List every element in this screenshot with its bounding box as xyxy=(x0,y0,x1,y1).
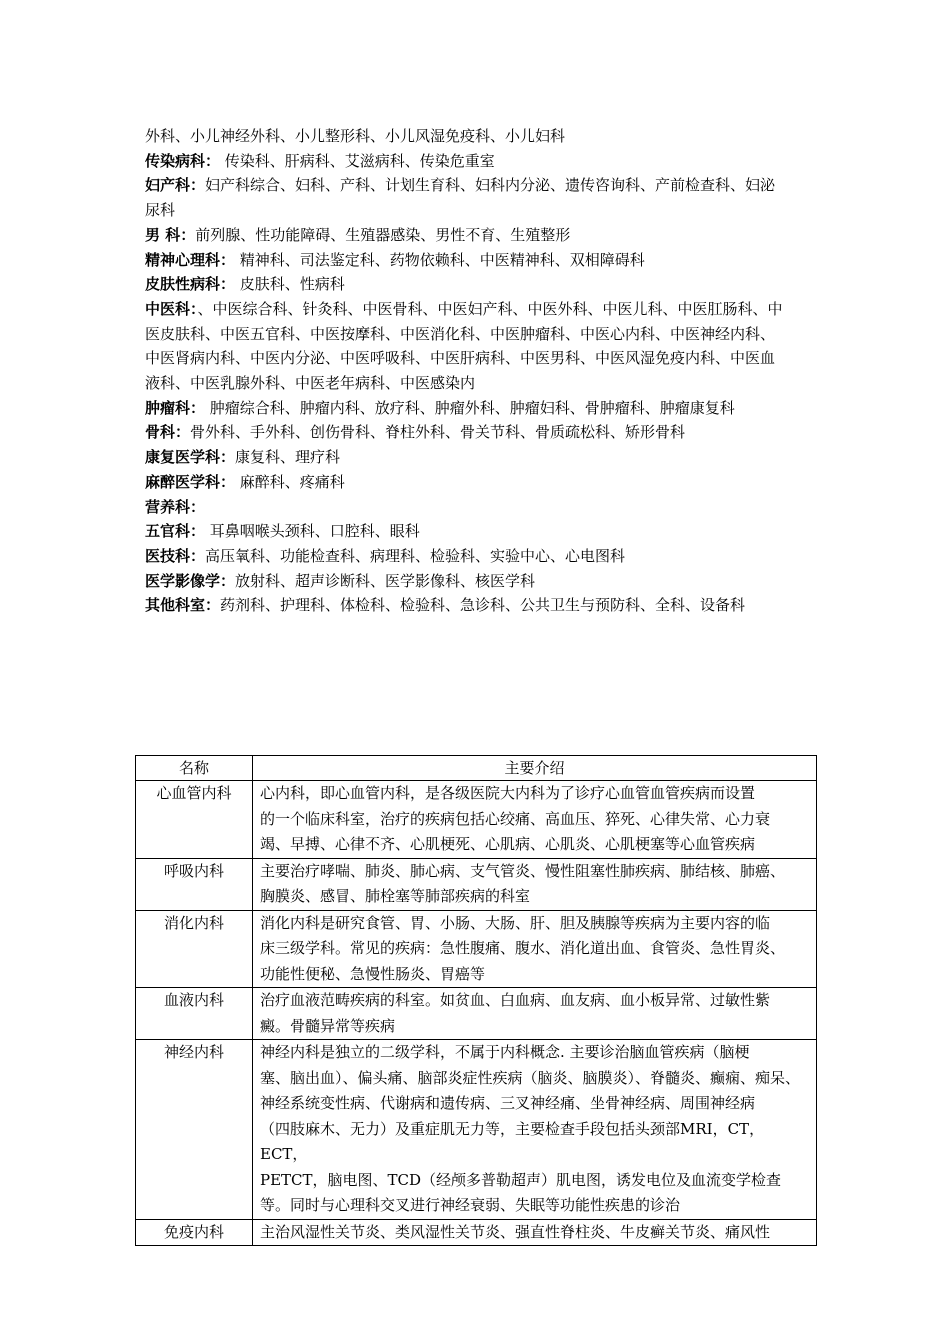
row-name: 血液内科 xyxy=(136,988,253,1040)
row-desc: 心内科，即心血管内科，是各级医院大内科为了诊疗心血管血管疾病而设置 的一个临床科室，治疗的疾病包括心绞痛、高血压、猝死、心律失常、心力衰 竭、早搏、心律不齐、心肌梗死、心肌病、心肌炎、心肌梗塞等心血管疾病 xyxy=(253,781,817,859)
dept-line: 外科、小儿神经外科、小儿整形科、小儿风湿免疫科、小儿妇科 xyxy=(145,127,566,145)
table-row xyxy=(136,858,817,910)
dept-line: 医学影像学：放射科、超声诊断科、医学影像科、核医学科 xyxy=(145,571,536,590)
dept-line: 营养科： xyxy=(145,497,206,516)
dept-line: 医技科：高压氧科、功能检查科、病理科、检验科、实验中心、心电图科 xyxy=(145,546,626,565)
row-name: 呼吸内科 xyxy=(136,858,253,910)
dept-line: 肿瘤科： 肿瘤综合科、肿瘤内科、放疗科、肿瘤外科、肿瘤妇科、骨肿瘤科、肿瘤康复科 xyxy=(145,398,735,417)
table-row xyxy=(136,781,817,859)
dept-line: 精神心理科： 精神科、司法鉴定科、药物依赖科、中医精神科、双相障碍科 xyxy=(145,250,645,269)
row-desc: 治疗血液范畴疾病的科室。如贫血、白血病、血友病、血小板异常、过敏性紫 癜。骨髓异常等疾病 xyxy=(253,988,817,1040)
row-name: 神经内科 xyxy=(136,1040,253,1220)
dept-line: 皮肤性病科： 皮肤科、性病科 xyxy=(145,275,345,294)
row-name: 消化内科 xyxy=(136,910,253,988)
dept-line: 骨科：骨外科、手外科、创伤骨科、脊柱外科、骨关节科、骨质疏松科、矫形骨科 xyxy=(145,423,686,442)
header-intro: 主要介绍 xyxy=(253,756,817,781)
row-desc: 主治风湿性关节炎、类风湿性关节炎、强直性脊柱炎、牛皮癣关节炎、痛风性 xyxy=(253,1219,817,1246)
table-row xyxy=(136,988,817,1040)
dept-line: 妇产科：妇产科综合、妇科、产科、计划生育科、妇科内分泌、遗传咨询科、产前检查科、妇泌 xyxy=(145,176,776,195)
dept-line: 尿科 xyxy=(145,201,176,220)
department-list xyxy=(145,124,825,618)
dept-line: 液科、中医乳腺外科、中医老年病科、中医感染内 xyxy=(145,374,476,393)
table-row xyxy=(136,1040,817,1220)
dept-line: 康复医学科：康复科、理疗科 xyxy=(145,448,341,467)
dept-line: 中医肾病内科、中医内分泌、中医呼吸科、中医肝病科、中医男科、中医风湿免疫内科、中医血 xyxy=(145,349,776,368)
row-name: 心血管内科 xyxy=(136,781,253,859)
dept-line: 医皮肤科、中医五官科、中医按摩科、中医消化科、中医肿瘤科、中医心内科、中医神经内科、 xyxy=(145,324,776,343)
table-header-row xyxy=(136,756,817,781)
row-desc: 神经内科是独立的二级学科，不属于内科概念. 主要诊治脑血管疾病（脑梗 塞、脑出血）、偏头痛、脑部炎症性疾病（脑炎、脑膜炎）、脊髓炎、癫痫、痴呆、 神经系统变性病、代谢病和遗传病、三叉神经痛、坐骨神经病、周围神经病 （四肢麻木、无力）及重症肌无力等，主要检查手段包括头颈部MRI，CT，ECT， PETCT，脑电图、TCD（经颅多普勒超声）肌电图，诱发电位及血流变学检查 等。同时与心理科交叉进行神经衰弱、失眠等功能性疾患的诊治 xyxy=(253,1040,817,1220)
table-row xyxy=(136,910,817,988)
row-name: 免疫内科 xyxy=(136,1219,253,1246)
row-desc: 主要治疗哮喘、肺炎、肺心病、支气管炎、慢性阻塞性肺疾病、肺结核、肺癌、 胸膜炎、感冒、肺栓塞等肺部疾病的科室 xyxy=(253,858,817,910)
dept-line: 五官科： 耳鼻咽喉头颈科、口腔科、眼科 xyxy=(145,522,420,541)
dept-line: 传染病科： 传染科、肝病科、艾滋病科、传染危重室 xyxy=(145,151,495,170)
dept-line: 麻醉医学科： 麻醉科、疼痛科 xyxy=(145,472,345,491)
header-name: 名称 xyxy=(136,756,253,781)
row-desc: 消化内科是研究食管、胃、小肠、大肠、肝、胆及胰腺等疾病为主要内容的临 床三级学科。常见的疾病：急性腹痛、腹水、消化道出血、食管炎、急性胃炎、 功能性便秘、急慢性肠炎、胃癌等 xyxy=(253,910,817,988)
dept-line: 其他科室：药剂科、护理科、体检科、检验科、急诊科、公共卫生与预防科、全科、设备科 xyxy=(145,596,746,615)
department-table xyxy=(135,755,817,1246)
dept-line: 中医科：、中医综合科、针灸科、中医骨科、中医妇产科、中医外科、中医儿科、中医肛肠科、中 xyxy=(145,299,783,318)
dept-line: 男 科：前列腺、性功能障碍、生殖器感染、男性不育、生殖整形 xyxy=(145,225,571,244)
table-row xyxy=(136,1219,817,1246)
